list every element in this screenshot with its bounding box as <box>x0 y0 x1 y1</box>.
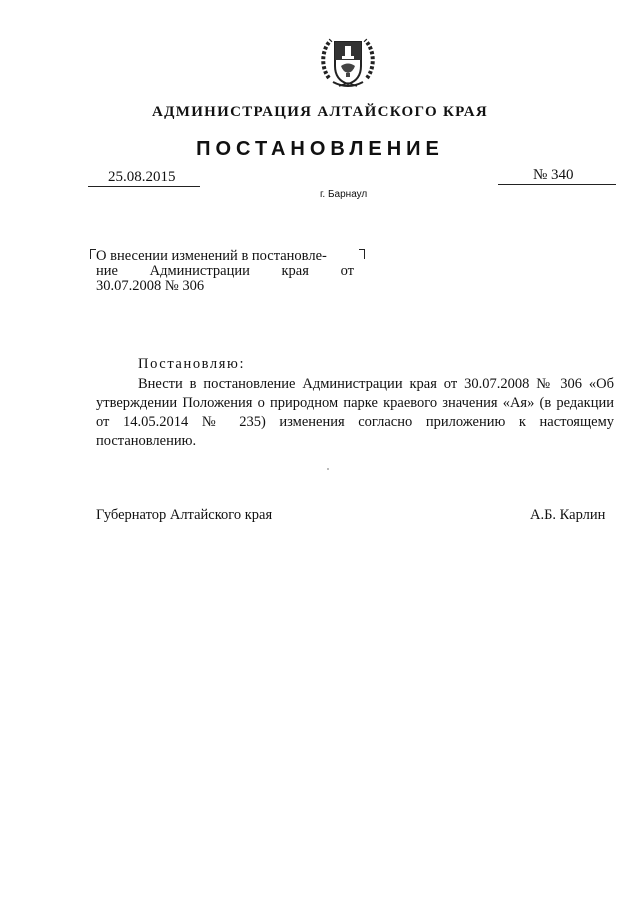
document-date: 25.08.2015 <box>108 169 176 185</box>
subject-word: Администрации <box>149 263 250 279</box>
subject-word: края <box>281 263 309 279</box>
document-type-title: ПОСТАНОВЛЕНИЕ <box>196 138 444 160</box>
city-label: г. Барнаул <box>320 189 368 200</box>
number-underline <box>498 184 616 185</box>
document-number: № 340 <box>533 167 574 183</box>
signature-title: Губернатор Алтайского края <box>96 507 273 523</box>
subject-word: от <box>340 263 354 279</box>
body-paragraph: Внести в постановление Администрации края от 30.07.2008 № 306 «Об утверждении Положения о природном парке краевого значения «Ая» (в редакции от 14.05.2014 № 235) изменения согласно приложению к настоящему постановлению. <box>96 376 614 449</box>
decree-word: Постановляю: <box>138 356 246 372</box>
date-underline <box>88 186 200 187</box>
document-subject <box>96 249 354 294</box>
scan-speck <box>327 468 329 470</box>
subject-line-1: О внесении изменений в постановле- <box>96 248 327 264</box>
subject-bracket-right <box>359 249 365 259</box>
subject-line-3: 30.07.2008 № 306 <box>96 278 205 294</box>
subject-word: ние <box>96 263 118 279</box>
subject-line-2 <box>96 264 354 279</box>
organization-title: АДМИНИСТРАЦИЯ АЛТАЙСКОГО КРАЯ <box>152 104 488 120</box>
coat-of-arms-emblem <box>315 28 381 94</box>
signature-name: А.Б. Карлин <box>530 507 606 523</box>
